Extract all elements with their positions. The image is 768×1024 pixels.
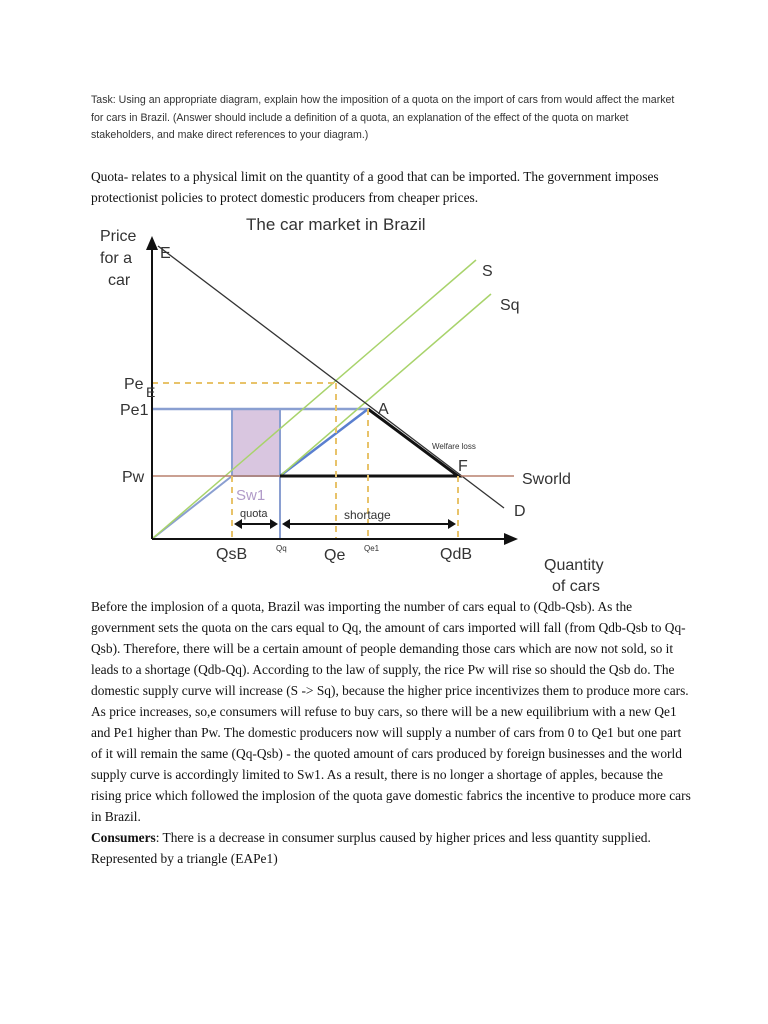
consumers-text: : There is a decrease in consumer surplus caused by higher prices and less quantity supplied. Represented by a triangle (EAPe1) [91, 830, 651, 866]
shortage-arrow-left [282, 519, 290, 529]
label-s: S [482, 263, 493, 280]
label-qe1: Qe1 [364, 544, 380, 553]
quota-arrow-left [234, 519, 242, 529]
x-axis-label-2: of cars [552, 578, 601, 595]
x-axis-arrow [504, 533, 518, 545]
car-market-diagram [86, 208, 626, 598]
x-axis-label-1: Quantity [544, 557, 604, 574]
label-qsb: QsB [216, 546, 248, 563]
label-pe1: Pe1 [120, 402, 149, 419]
quota-definition [91, 166, 693, 208]
consumers-heading: Consumers [91, 830, 156, 845]
label-pw: Pw [122, 469, 145, 486]
label-d: D [514, 503, 526, 520]
y-axis-label-1: Price [100, 228, 137, 245]
quota-arrow-right [270, 519, 278, 529]
diagram-title: The car market in Brazil [246, 215, 426, 234]
supply-curve-s [152, 260, 476, 539]
label-e-small: E [146, 384, 156, 400]
quota-definition-text: Quota- relates to a physical limit on the quantity of a good that can be imported. The government imposes protectionist policies to protect domestic producers from cheaper prices. [91, 169, 659, 205]
label-qe: Qe [324, 547, 346, 564]
demand-curve [158, 246, 504, 508]
label-a: A [378, 401, 389, 418]
label-sworld: Sworld [522, 471, 571, 488]
quota-area [232, 409, 280, 476]
consumers-paragraph [91, 827, 693, 869]
sw1-curve [280, 409, 368, 476]
explanation-paragraph: Before the implosion of a quota, Brazil was importing the number of cars equal to (Qdb-Qsb). As the government sets the quota on the cars equal to Qq, the amount of cars imported will fall (from Qdb-Qsb to Qq-Qsb). Therefore, there will be a certain amount of people demanding those cars which are now not sold, so it leads to a shortage (Qdb-Qq). According to the law of supply, the rice Pw will rise so should the Qsb do. The domestic supply curve will increase (S -> Sq), because the higher price incentivizes them to produce more cars. As price increases, so,e consumers will refuse to buy cars, so there will be a new equilibrium with a new Qe1 and Pe1 higher than Pw. The domestic producers now will supply a number of cars from 0 to Qe1 but one part of it will remain the same (Qq-Qsb) - the quoted amount of cars produced by foreign businesses and the world supply curve is accordingly limited to Sw1. As a result, there is no longer a shortage of apples, because the rising price which followed the implosion of the quota gave domestic fabrics the incentive to produce more cars in Brazil. [91, 599, 691, 824]
label-shortage: shortage [344, 508, 391, 522]
label-sq: Sq [500, 297, 520, 314]
label-f: F [458, 458, 468, 475]
y-axis-label-3: car [108, 272, 131, 289]
label-sw1: Sw1 [236, 487, 266, 504]
label-quota: quota [240, 508, 268, 520]
y-axis-arrow [146, 236, 158, 250]
task-prompt: Task: Using an appropriate diagram, explain how the imposition of a quota on the import of cars from would affect the market for cars in Brazil. (Answer should include a definition of a quota, an explanation of the effect of the quota on market stakeholders, and make direct references to your diagram.) [91, 94, 675, 142]
label-qdb: QdB [440, 546, 473, 563]
label-welfare-loss: Welfare loss [432, 442, 476, 451]
label-pe: Pe [124, 376, 144, 393]
shortage-arrow-right [448, 519, 456, 529]
label-e-top: E [160, 245, 171, 262]
label-qq: Qq [276, 544, 287, 553]
explanation-body [91, 596, 693, 869]
y-axis-label-2: for a [100, 250, 133, 267]
